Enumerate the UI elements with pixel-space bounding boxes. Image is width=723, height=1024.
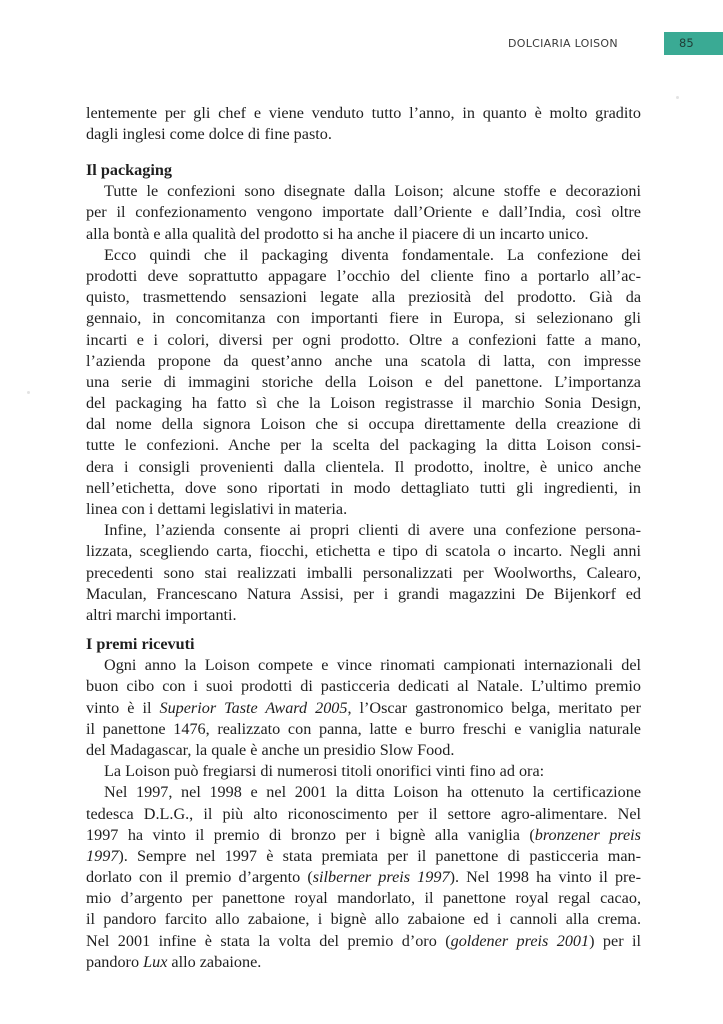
- text-line: [86, 846, 641, 867]
- page-number: 85: [679, 36, 694, 50]
- text-line: quisto, trasmettendo sensazioni legate alla preziosità del prodotto. Già da: [86, 288, 641, 307]
- text-line: linea con i dettami legislativi in materia.: [86, 500, 348, 518]
- award-name: bronzener preis: [534, 825, 641, 844]
- section-awards: [86, 634, 641, 973]
- award-name: 1997: [86, 846, 119, 865]
- text-line: prodotti deve soprattutto appagare l’occhio del cliente fino a portarlo all’ac-: [86, 266, 641, 285]
- text-run: ). Sempre nel 1997 è stata premiata per il panettone di pasticceria man-: [118, 846, 641, 865]
- text-line: dagli inglesi come dolce di fine pasto.: [86, 125, 332, 144]
- text-line: precedenti sono stai realizzati imballi personalizzati per Woolworths, Calearo,: [86, 563, 641, 582]
- text-run: pandoro: [86, 952, 144, 971]
- text-run: , l’Oscar gastronomico belga, meritato per: [347, 698, 641, 717]
- text-line: dal nome della signora Loison che si occupa direttamente della creazione di: [86, 415, 641, 434]
- text-line: [86, 825, 641, 846]
- text-run: ). Nel 1998 ha vinto il pre-: [449, 868, 641, 887]
- text-line: tutte le confezioni. Anche per la scelta del packaging la ditta Loison consi-: [86, 436, 641, 455]
- text-line: altri marchi importanti.: [86, 605, 237, 624]
- text-line: gennaio, in concomitanza con importanti fiere in Europa, si selezionano gli: [86, 309, 641, 328]
- text-line: Nel 1997, nel 1998 e nel 2001 la ditta Loison ha ottenuto la certificazione: [104, 783, 641, 802]
- text-run: allo zabaione.: [167, 952, 262, 971]
- section-packaging: [86, 160, 641, 626]
- text-run: ) per il: [589, 931, 641, 950]
- text-line: l’azienda propone da quest’anno anche una scatola di latta, con impresse: [86, 351, 641, 370]
- text-line: Maculan, Francescano Natura Assisi, per i grandi magazzini De Bijenkorf ed: [86, 584, 641, 603]
- text-line: La Loison può fregiarsi di numerosi titoli onorifici vinti fino ad ora:: [104, 762, 545, 781]
- text-line: una serie di immagini storiche della Loison e del panettone. L’importanza: [86, 372, 641, 391]
- section-heading: I premi ricevuti: [86, 635, 195, 653]
- text-run: dorlato con il premio d’argento (: [86, 868, 313, 887]
- text-line: [86, 952, 641, 973]
- scan-speck: [676, 96, 679, 99]
- text-line: Ogni anno la Loison compete e vince rinomati campionati internazionali del: [104, 656, 641, 675]
- page-number-tab: [664, 32, 723, 55]
- text-line: [86, 867, 641, 888]
- text-line: dera i consigli provenienti dalla clientela. Il prodotto, inoltre, è unico anche: [86, 457, 641, 476]
- intro-paragraph: [86, 103, 641, 145]
- award-name: Superior Taste Award 2005: [159, 698, 348, 717]
- text-line: tedesca D.L.G., il più alto riconoscimento per il settore agro-alimentare. Nel: [86, 804, 641, 823]
- text-line: buon cibo con i suoi prodotti di pasticceria dedicati al Natale. L’ultimo premio: [86, 677, 641, 696]
- text-line: [86, 698, 641, 719]
- text-run: Nel 2001 infine è stata la volta del premio d’oro (: [86, 931, 451, 950]
- text-line: alla bontà e alla qualità del prodotto si ha anche il piacere di un incarto unico.: [86, 224, 589, 243]
- text-line: incarti e i colori, diversi per ogni prodotto. Oltre a confezioni fatte a mano,: [86, 330, 641, 349]
- text-line: per il confezionamento vengono importate dall’Oriente e dall’India, così oltre: [86, 203, 641, 222]
- text-line: [86, 931, 641, 952]
- text-line: lizzata, scegliendo carta, fiocchi, etichetta e tipo di scatola o incarto. Negli anni: [86, 542, 641, 561]
- text-line: Ecco quindi che il packaging diventa fondamentale. La confezione dei: [104, 245, 641, 264]
- text-line: del packaging ha fatto sì che la Loison registrasse il marchio Sonia Design,: [86, 394, 641, 413]
- text-line: nell’etichetta, dove sono riportati in modo dettagliato tutti gli ingredienti, in: [86, 478, 641, 497]
- text-line: del Madagascar, la quale è anche un presidio Slow Food.: [86, 740, 455, 759]
- award-name: silberner preis 1997: [312, 868, 450, 887]
- text-run: vinto è il: [86, 698, 160, 717]
- text-line: Tutte le confezioni sono disegnate dalla Loison; alcune stoffe e decorazioni: [104, 182, 641, 201]
- award-name: goldener preis 2001: [450, 931, 590, 950]
- running-head-title: DOLCIARIA LOISON: [508, 37, 618, 50]
- product-name: Lux: [143, 952, 168, 971]
- scan-speck: [27, 391, 30, 394]
- section-heading: Il packaging: [86, 161, 172, 179]
- text-line: Infine, l’azienda consente ai propri clienti di avere una confezione persona-: [104, 521, 641, 540]
- text-line: lentemente per gli chef e viene venduto tutto l’anno, in quanto è molto gradito: [86, 104, 641, 122]
- text-line: mio d’argento per panettone royal mandorlato, il panettone royal regal cacao,: [86, 889, 641, 908]
- text-line: il pandoro farcito allo zabaione, i bignè allo zabaione ed i cannoli alla crema.: [86, 910, 641, 929]
- text-line: il panettone 1476, realizzato con panna, latte e burro freschi e vaniglia naturale: [86, 719, 641, 738]
- text-run: 1997 ha vinto il premio di bronzo per i bignè alla vaniglia (: [86, 825, 535, 844]
